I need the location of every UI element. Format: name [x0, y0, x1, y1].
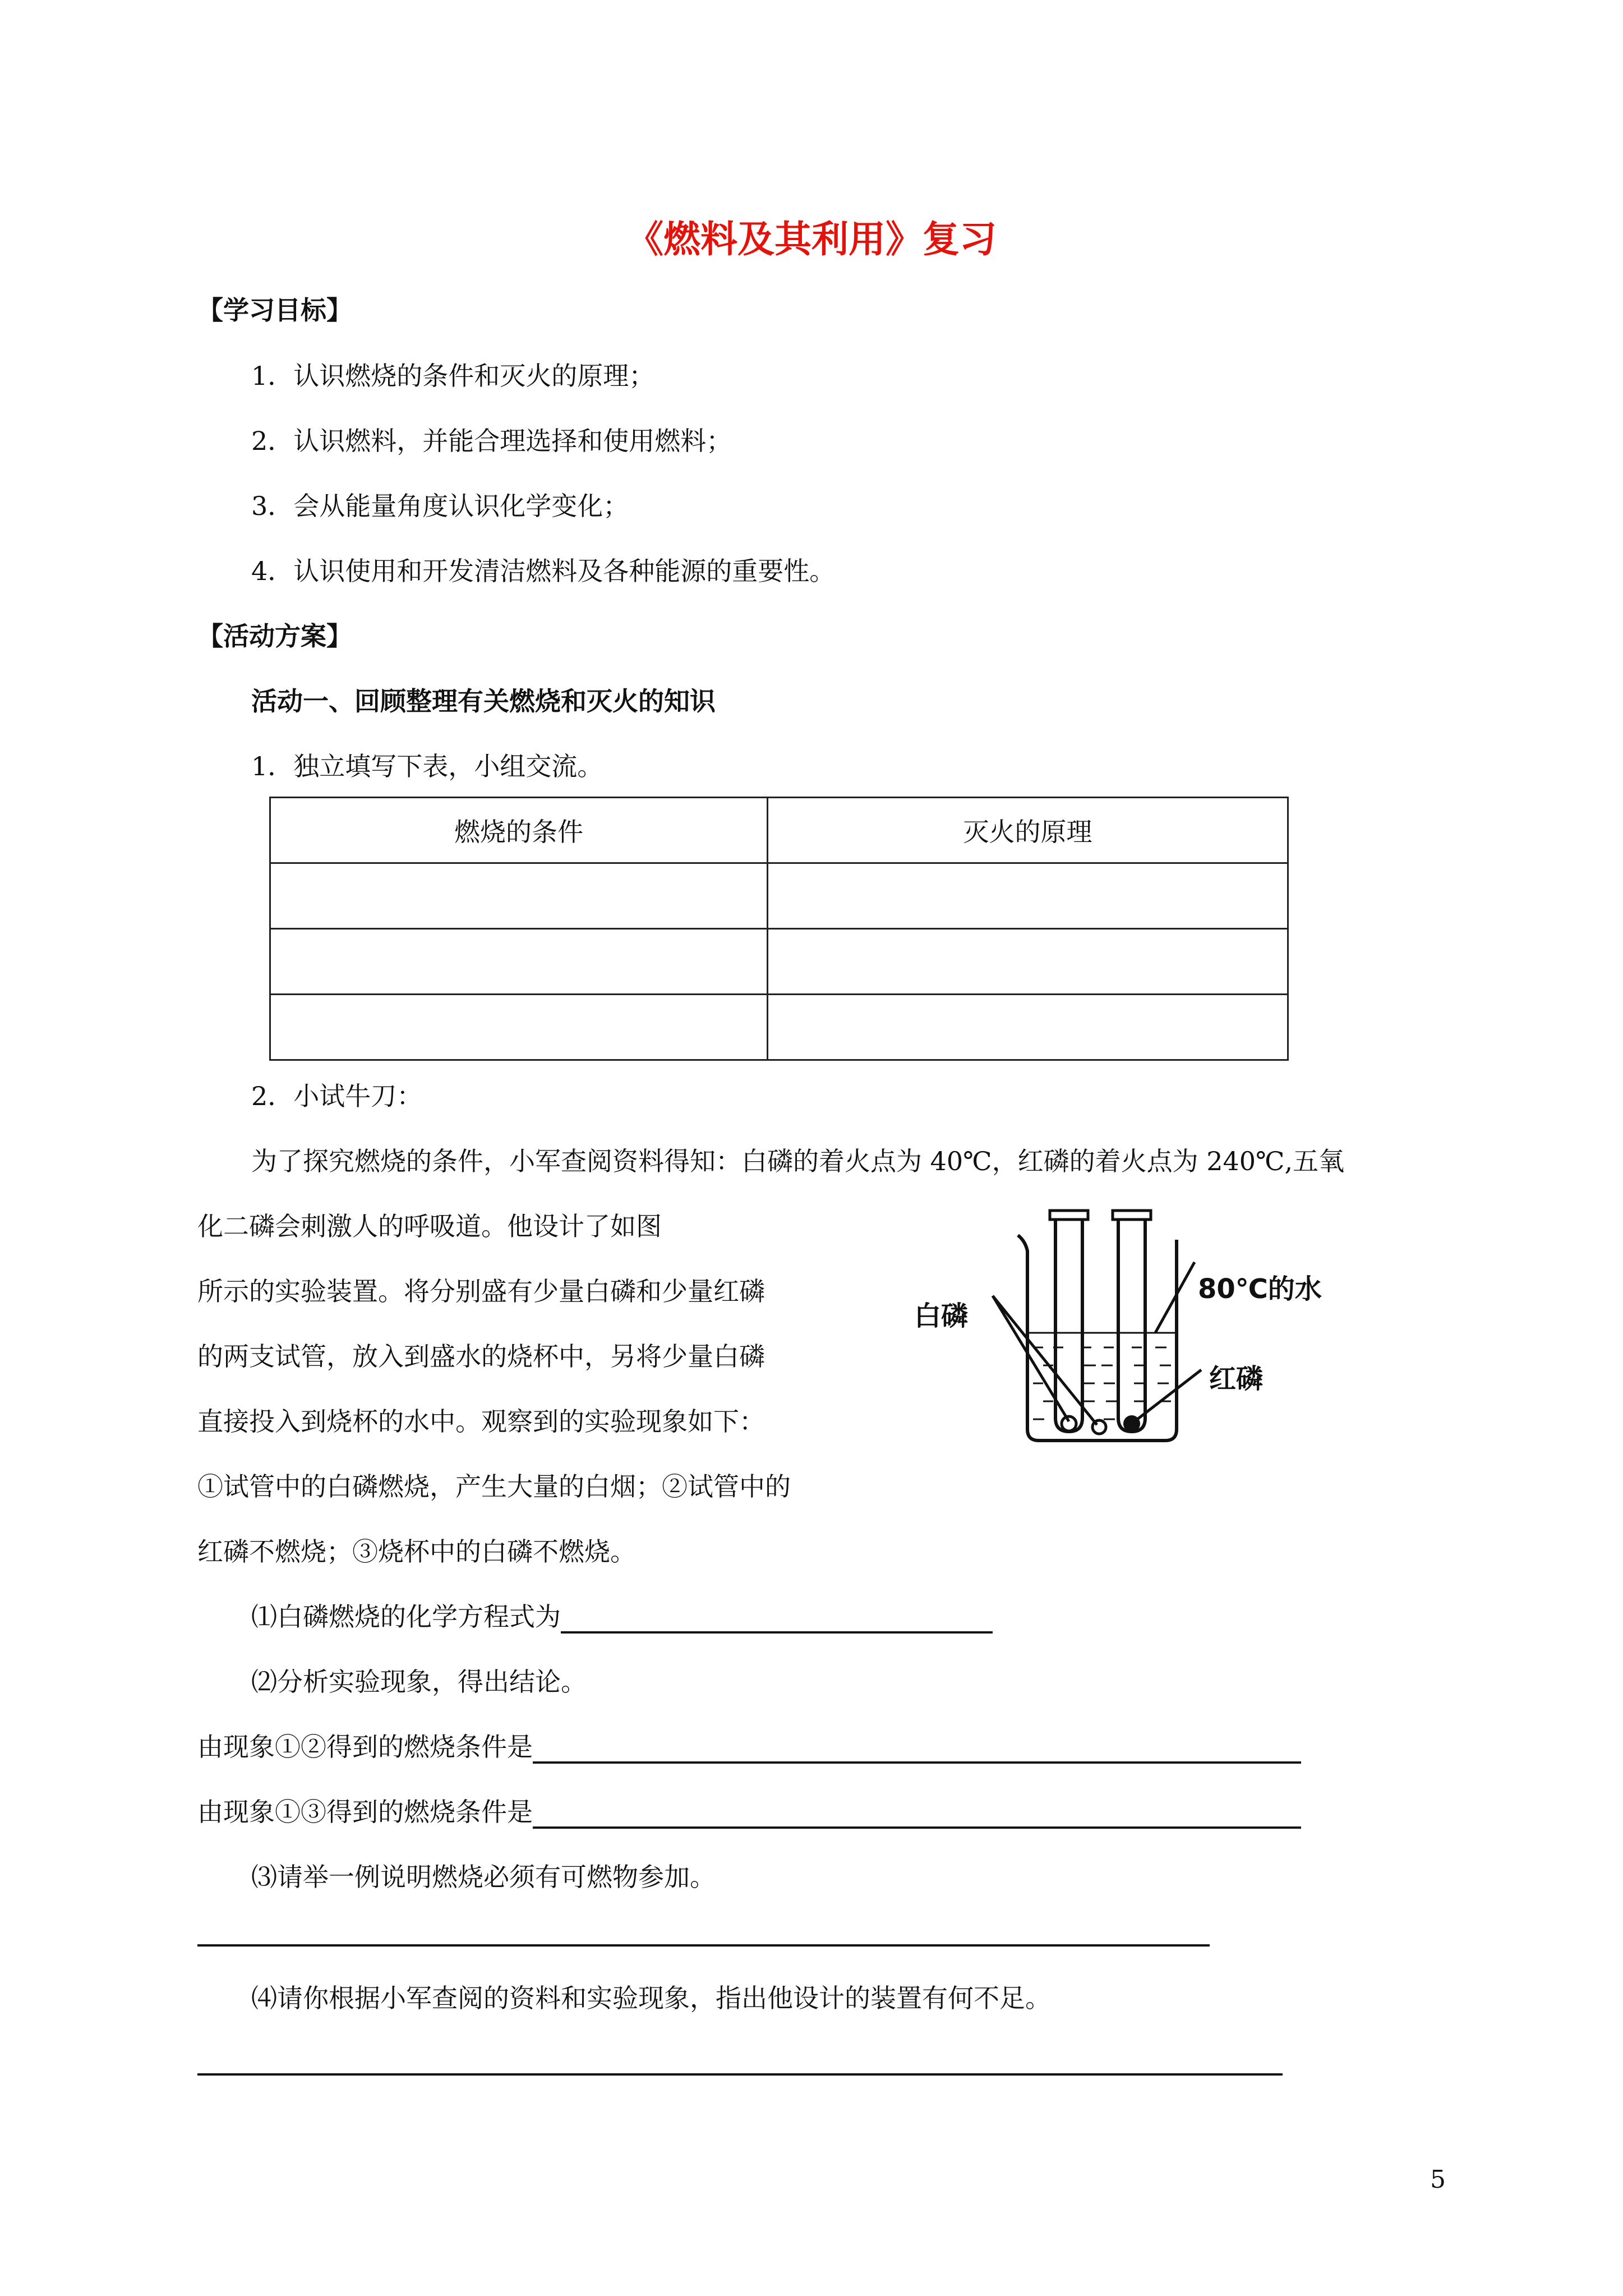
activity-1-heading: 活动一、回顾整理有关燃烧和灭火的知识 [251, 686, 716, 716]
plan-heading: 【活动方案】 [197, 621, 352, 651]
label-80c-water: 80℃的水 [1198, 1273, 1322, 1305]
paragraph-line-1: 为了探究燃烧的条件，小军查阅资料得知：白磷的着火点为 40℃，红磷的着火点为 240℃,五氧 [251, 1146, 1345, 1176]
question-2b-text: 由现象①③得到的燃烧条件是 [197, 1797, 533, 1827]
question-2b-row [197, 1795, 1301, 1829]
test-tube-left-rim [1050, 1211, 1088, 1220]
question-1-text: ⑴白磷燃烧的化学方程式为 [251, 1602, 561, 1632]
label-white-phosphorus: 白磷 [914, 1300, 969, 1332]
header-combustion-conditions: 燃烧的条件 [270, 798, 768, 863]
answer-blank-2a[interactable] [533, 1732, 1301, 1764]
table-cell[interactable] [768, 863, 1288, 929]
paragraph-line-4: 的两支试管，放入到盛水的烧杯中，另将少量白磷 [197, 1341, 765, 1372]
test-tube-right-rim [1113, 1211, 1151, 1220]
answer-blank-2b[interactable] [533, 1797, 1301, 1829]
table-row [270, 863, 1288, 929]
goal-item-2: 2．认识燃料，并能合理选择和使用燃料； [251, 426, 732, 456]
table-cell[interactable] [768, 929, 1288, 995]
table-row [270, 995, 1288, 1060]
conditions-table [269, 797, 1289, 1061]
answer-blank-1[interactable] [561, 1602, 993, 1634]
paragraph-line-5: 直接投入到烧杯的水中。观察到的实验现象如下： [197, 1406, 765, 1437]
label-red-phosphorus: 红磷 [1209, 1363, 1264, 1395]
beaker-icon [1018, 1235, 1177, 1441]
paragraph-line-2: 化二磷会刺激人的呼吸道。他设计了如图 [197, 1211, 662, 1241]
paragraph-line-6: ①试管中的白磷燃烧，产生大量的白烟；②试管中的 [197, 1471, 791, 1502]
paragraph-line-3: 所示的实验装置。将分别盛有少量白磷和少量红磷 [197, 1276, 765, 1306]
table-cell[interactable] [270, 929, 768, 995]
table-cell[interactable] [270, 995, 768, 1060]
question-2a-row [197, 1730, 1301, 1764]
table-row [270, 929, 1288, 995]
page-number: 5 [1430, 2165, 1446, 2194]
goal-item-3: 3．会从能量角度认识化学变化； [251, 491, 629, 521]
question-2a-text: 由现象①②得到的燃烧条件是 [197, 1732, 533, 1762]
test-tube-left-icon [1055, 1217, 1082, 1432]
question-2-text: ⑵分析实验现象，得出结论。 [251, 1667, 587, 1697]
question-3-text: ⑶请举一例说明燃烧必须有可燃物参加。 [251, 1862, 716, 1892]
table-header-row [270, 798, 1288, 863]
goal-item-1: 1．认识燃烧的条件和灭火的原理； [251, 361, 655, 391]
table-cell[interactable] [768, 995, 1288, 1060]
paragraph-line-7: 红磷不燃烧；③烧杯中的白磷不燃烧。 [197, 1536, 636, 1567]
table-cell[interactable] [270, 863, 768, 929]
answer-line-3[interactable] [197, 1944, 1210, 1947]
white-phosphorus-in-tube-icon [1062, 1416, 1076, 1431]
header-extinguishing-principles: 灭火的原理 [768, 798, 1288, 863]
question-4-text: ⑷请你根据小军查阅的资料和实验现象，指出他设计的装置有何不足。 [251, 1983, 1051, 2013]
page-title: 《燃料及其利用》复习 [626, 217, 997, 261]
task-1-text: 1．独立填写下表，小组交流。 [251, 751, 603, 781]
question-1-row [251, 1600, 993, 1634]
goals-heading: 【学习目标】 [197, 295, 352, 325]
task-2-text: 2．小试牛刀： [251, 1081, 423, 1111]
goal-item-4: 4．认识使用和开发清洁燃料及各种能源的重要性。 [251, 556, 836, 586]
experiment-apparatus-figure [875, 1206, 1335, 1453]
leader-line-white-1 [993, 1296, 1069, 1421]
test-tube-right-icon [1118, 1217, 1145, 1432]
answer-line-4[interactable] [197, 2073, 1283, 2076]
leader-line-red [1137, 1370, 1201, 1419]
